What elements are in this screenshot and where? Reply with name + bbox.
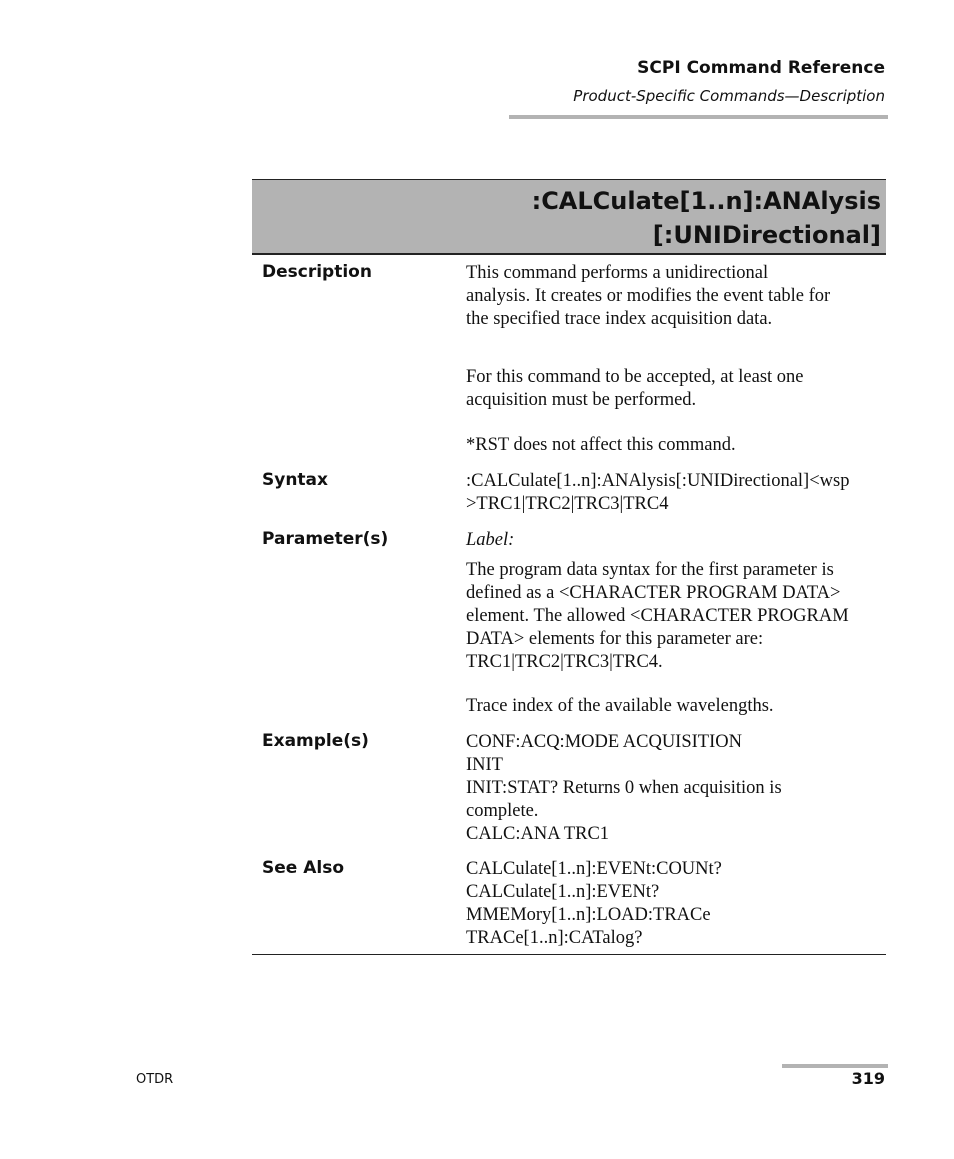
header-rule — [509, 115, 888, 119]
parameter-name: Label: — [466, 530, 515, 550]
example-line: complete. — [466, 801, 539, 821]
description-line: analysis. It creates or modifies the event table for — [466, 286, 831, 306]
parameter-line: Trace index of the available wavelengths. — [466, 696, 774, 716]
running-header-title: SCPI Command Reference — [637, 58, 885, 78]
parameter-line: TRC1|TRC2|TRC3|TRC4. — [466, 652, 663, 672]
syntax-line: >TRC1|TRC2|TRC3|TRC4 — [466, 494, 669, 514]
description-label: Description — [262, 262, 372, 282]
example-line: CALC:ANA TRC1 — [466, 824, 610, 844]
page-number: 319 — [851, 1069, 885, 1088]
examples-label: Example(s) — [262, 731, 369, 751]
syntax-label: Syntax — [262, 470, 328, 490]
example-line: INIT:STAT? Returns 0 when acquisition is — [466, 778, 782, 798]
parameter-paragraph-2 — [466, 695, 886, 718]
running-header-subtitle: Product-Specific Commands—Description — [573, 87, 885, 105]
parameter-line: The program data syntax for the first parameter is — [466, 560, 834, 580]
command-title-line-2: [:UNIDirectional] — [652, 221, 881, 249]
description-paragraph-3 — [466, 434, 886, 457]
footer-product-name: OTDR — [136, 1072, 174, 1087]
see-also-line: CALCulate[1..n]:EVENt:COUNt? — [466, 859, 722, 879]
examples-text — [466, 731, 886, 846]
see-also-text — [466, 858, 886, 950]
parameter-line: defined as a <CHARACTER PROGRAM DATA> — [466, 583, 841, 603]
parameter-line: element. The allowed <CHARACTER PROGRAM — [466, 606, 849, 626]
parameters-label: Parameter(s) — [262, 529, 389, 549]
description-line: acquisition must be performed. — [466, 390, 697, 410]
description-line: the specified trace index acquisition data. — [466, 309, 773, 329]
description-line: *RST does not affect this command. — [466, 435, 736, 455]
example-line: CONF:ACQ:MODE ACQUISITION — [466, 732, 742, 752]
command-title-line-1: :CALCulate[1..n]:ANAlysis — [531, 187, 881, 215]
table-end-rule — [252, 954, 886, 955]
see-also-line: CALCulate[1..n]:EVENt? — [466, 882, 660, 902]
description-paragraph-1 — [466, 262, 886, 331]
see-also-label: See Also — [262, 858, 345, 878]
parameter-line: DATA> elements for this parameter are: — [466, 629, 764, 649]
command-title — [532, 184, 881, 252]
footer-rule — [782, 1064, 888, 1068]
description-line: This command performs a unidirectional — [466, 263, 769, 283]
syntax-line: :CALCulate[1..n]:ANAlysis[:UNIDirectional]<wsp — [466, 471, 850, 491]
syntax-text — [466, 470, 886, 516]
description-line: For this command to be accepted, at least one — [466, 367, 804, 387]
description-paragraph-2 — [466, 366, 886, 412]
see-also-line: MMEMory[1..n]:LOAD:TRACe — [466, 905, 711, 925]
see-also-line: TRACe[1..n]:CATalog? — [466, 928, 643, 948]
parameter-paragraph-1 — [466, 559, 886, 674]
command-banner — [252, 179, 886, 255]
example-line: INIT — [466, 755, 503, 775]
